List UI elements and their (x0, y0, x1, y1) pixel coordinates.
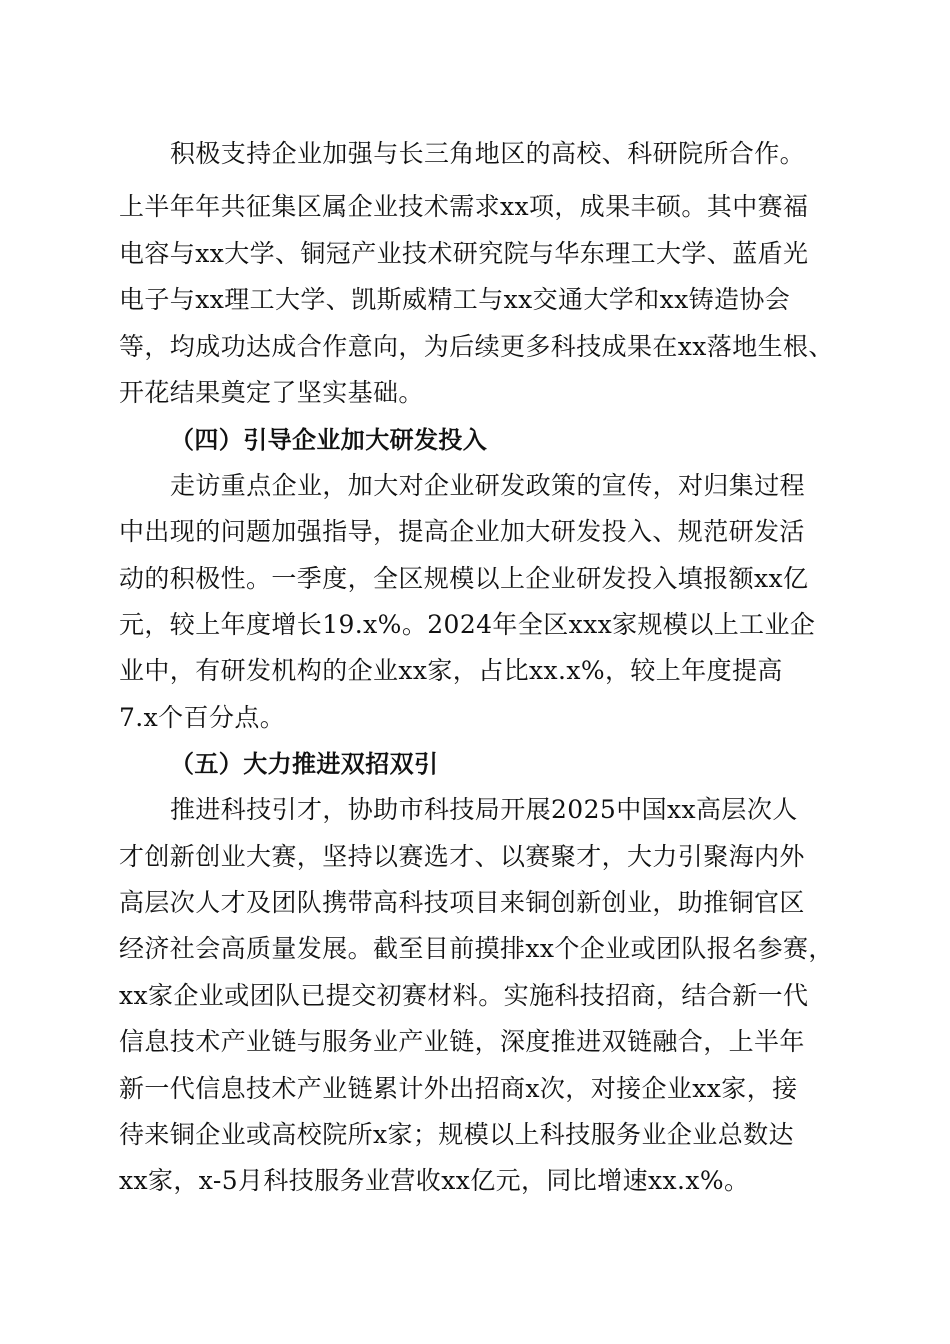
section-heading-5: （五）大力推进双招双引 (170, 750, 439, 778)
paragraph-line: 走访重点企业，加大对企业研发政策的宣传，对归集过程 (170, 471, 806, 500)
paragraph-line: 信息技术产业链与服务业产业链，深度推进双链融合，上半年 (119, 1027, 805, 1056)
paragraph-line: 电子与xx理工大学、凯斯威精工与xx交通大学和xx铸造协会 (119, 285, 791, 314)
paragraph-line: 上半年年共征集区属企业技术需求xx项，成果丰硕。其中赛福 (119, 192, 809, 221)
paragraph-line: 新一代信息技术产业链累计外出招商x次，对接企业xx家，接 (119, 1074, 798, 1103)
paragraph-line: 元，较上年度增长19.x%。2024年全区xxx家规模以上工业企 (119, 610, 816, 639)
paragraph-line: 积极支持企业加强与长三角地区的高校、科研院所合作。 (170, 139, 806, 168)
paragraph-line: 电容与xx大学、铜冠产业技术研究院与华东理工大学、蓝盾光 (119, 239, 809, 268)
paragraph-line: 才创新创业大赛，坚持以赛选才、以赛聚才，大力引聚海内外 (119, 842, 805, 871)
paragraph-line: 等，均成功达成合作意向，为后续更多科技成果在xx落地生根、 (119, 332, 834, 361)
paragraph-line: 推进科技引才，协助市科技局开展2025中国xx高层次人 (170, 795, 798, 824)
paragraph-line: xx家，x-5月科技服务业营收xx亿元，同比增速xx.x%。 (119, 1166, 750, 1195)
section-heading-4: （四）引导企业加大研发投入 (170, 426, 488, 454)
paragraph-line: 经济社会高质量发展。截至目前摸排xx个企业或团队报名参赛， (119, 934, 834, 963)
paragraph-line: 开花结果奠定了坚实基础。 (119, 378, 424, 407)
paragraph-line: 中出现的问题加强指导，提高企业加大研发投入、规范研发活 (119, 517, 805, 546)
paragraph-line: xx家企业或团队已提交初赛材料。实施科技招商，结合新一代 (119, 981, 809, 1010)
paragraph-line: 高层次人才及团队携带高科技项目来铜创新创业，助推铜官区 (119, 888, 805, 917)
paragraph-line: 业中，有研发机构的企业xx家，占比xx.x%，较上年度提高 (119, 656, 783, 685)
paragraph-line: 待来铜企业或高校院所x家；规模以上科技服务业企业总数达 (119, 1120, 794, 1149)
paragraph-line: 7.x个百分点。 (119, 703, 286, 732)
paragraph-line: 动的积极性。一季度，全区规模以上企业研发投入填报额xx亿 (119, 564, 809, 593)
